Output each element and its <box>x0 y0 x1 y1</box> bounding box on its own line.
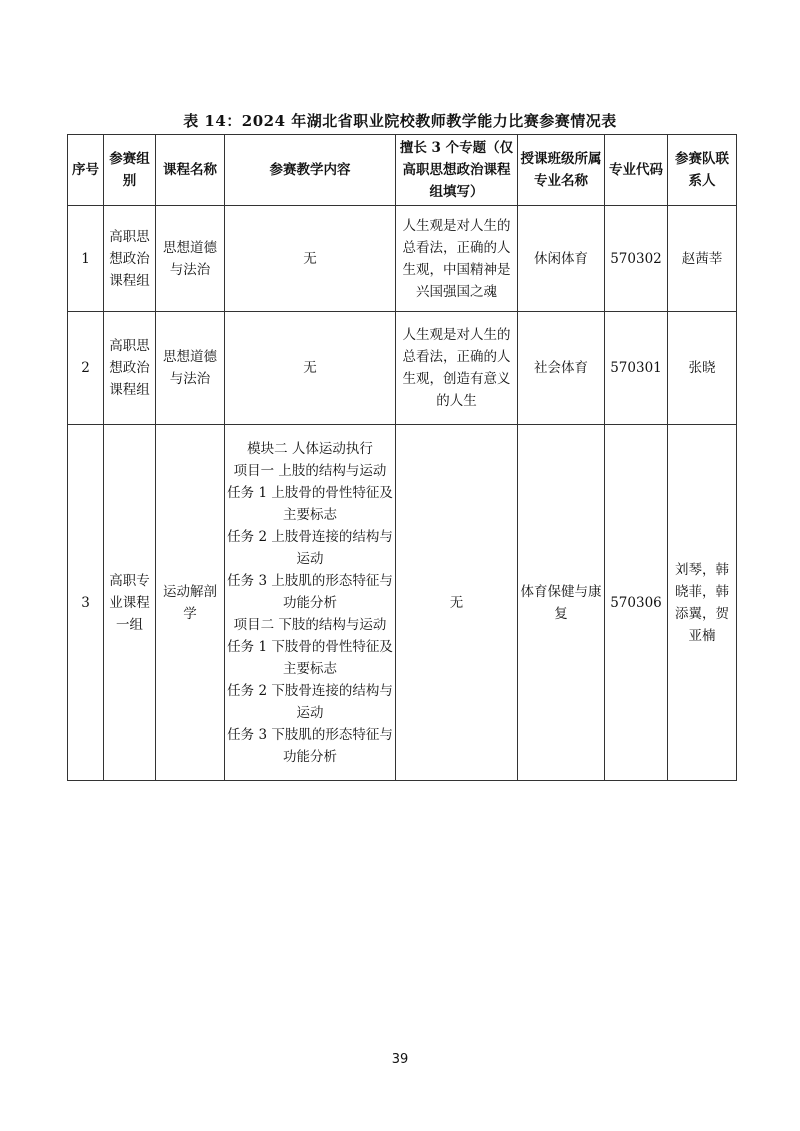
cell-no: 2 <box>68 312 104 425</box>
cell-content <box>225 206 396 312</box>
content-line: 任务 3 上肢肌的形态特征与功能分析 <box>227 572 393 611</box>
table-row <box>68 312 737 425</box>
cell-code: 570306 <box>605 425 668 781</box>
cell-group: 高职思想政治课程组 <box>104 312 156 425</box>
content-line: 项目一 上肢的结构与运动 <box>233 462 387 479</box>
header-no: 序号 <box>68 135 104 206</box>
cell-major: 体育保健与康复 <box>518 425 605 781</box>
cell-content <box>225 312 396 425</box>
cell-code: 570301 <box>605 312 668 425</box>
cell-no: 3 <box>68 425 104 781</box>
cell-content <box>225 425 396 781</box>
content-line: 无 <box>303 360 317 376</box>
header-contact: 参赛队联系人 <box>668 135 737 206</box>
cell-course: 运动解剖学 <box>156 425 225 781</box>
header-content: 参赛教学内容 <box>225 135 396 206</box>
cell-no: 1 <box>68 206 104 312</box>
cell-group: 高职思想政治课程组 <box>104 206 156 312</box>
table-title: 表 14：2024 年湖北省职业院校教师教学能力比赛参赛情况表 <box>183 112 617 130</box>
header-major: 授课班级所属专业名称 <box>518 135 605 206</box>
cell-major: 休闲体育 <box>518 206 605 312</box>
cell-major: 社会体育 <box>518 312 605 425</box>
cell-group: 高职专业课程一组 <box>104 425 156 781</box>
cell-course: 思想道德与法治 <box>156 206 225 312</box>
cell-contact: 刘琴，韩晓菲，韩添翼，贺亚楠 <box>668 425 737 781</box>
header-code: 专业代码 <box>605 135 668 206</box>
cell-topics: 人生观是对人生的总看法，正确的人生观，创造有意义的人生 <box>396 312 518 425</box>
content-line: 任务 3 下肢肌的形态特征与功能分析 <box>227 726 393 765</box>
competition-table <box>67 134 737 781</box>
content-line: 任务 2 下肢骨连接的结构与运动 <box>227 682 393 721</box>
cell-contact: 张晓 <box>668 312 737 425</box>
content-line: 模块二 人体运动执行 <box>247 440 373 457</box>
cell-topics: 无 <box>396 425 518 781</box>
content-line: 任务 1 下肢骨的骨性特征及主要标志 <box>227 638 393 677</box>
header-group: 参赛组别 <box>104 135 156 206</box>
cell-code: 570302 <box>605 206 668 312</box>
content-line: 无 <box>303 250 317 267</box>
header-course: 课程名称 <box>156 135 225 206</box>
cell-topics: 人生观是对人生的总看法，正确的人生观，中国精神是兴国强国之魂 <box>396 206 518 312</box>
page-number: 39 <box>391 1052 409 1067</box>
content-line: 任务 1 上肢骨的骨性特征及主要标志 <box>227 484 393 523</box>
table-row <box>68 425 737 781</box>
header-topics: 擅长 3 个专题（仅高职思想政治课程组填写） <box>396 135 518 206</box>
header-row <box>68 135 737 206</box>
cell-contact: 赵茜莘 <box>668 206 737 312</box>
content-line: 任务 2 上肢骨连接的结构与运动 <box>227 528 393 567</box>
table-row <box>68 206 737 312</box>
content-line: 项目二 下肢的结构与运动 <box>233 616 387 633</box>
cell-course: 思想道德与法治 <box>156 312 225 425</box>
